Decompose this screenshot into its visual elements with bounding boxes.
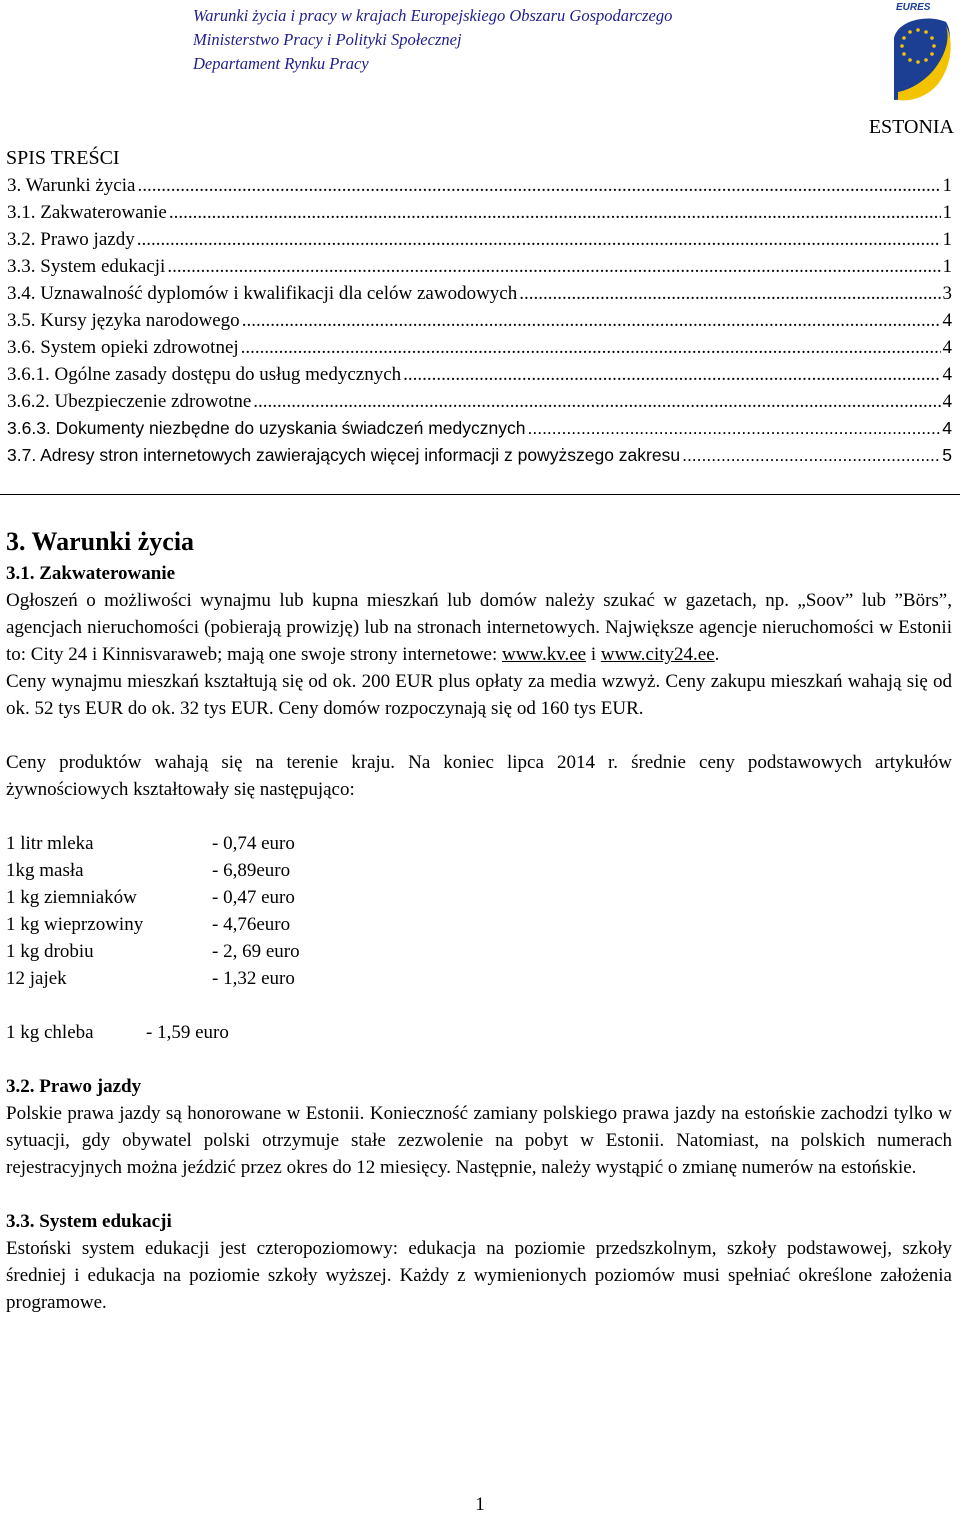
header-line-2: Ministerstwo Pracy i Polityki Społecznej <box>193 30 462 49</box>
toc-item-page: 4 <box>942 364 952 385</box>
header-line-1: Warunki życia i pracy w krajach Europejskiego Obszaru Gospodarczego <box>193 6 673 25</box>
toc-leader <box>137 226 941 253</box>
eures-logo <box>888 0 958 106</box>
toc-item[interactable] <box>6 361 952 388</box>
toc-item-text: 3.1. Zakwaterowanie <box>7 202 167 223</box>
section-3-3-paragraph-1: Estoński system edukacji jest czteropoziomowy: edukacja na poziomie przedszkolnym, szkoły podstawowej, szkoły średniej i edukacja na poziomie szkoły wyższej. Każdy z wymienionych poziomów musi spełniać określone założenia programowe. <box>6 1238 952 1313</box>
section-3-1-paragraph-1 <box>6 587 952 668</box>
toc-item-text: 3.4. Uznawalność dyplomów i kwalifikacji dla celów zawodowych <box>7 283 518 304</box>
price-item: 1kg masła <box>6 860 84 881</box>
toc-item-text: 3.6.1. Ogólne zasady dostępu do usług medycznych <box>7 364 402 385</box>
toc-item-text: 3.6.3. Dokumenty niezbędne do uzyskania świadczeń medycznych <box>7 418 526 438</box>
toc-item[interactable] <box>6 388 952 415</box>
toc-item-page: 1 <box>942 202 952 223</box>
toc-item-page: 3 <box>942 283 952 304</box>
country-label: ESTONIA <box>868 116 954 138</box>
price-value: - 4,76euro <box>212 914 291 935</box>
main-content <box>6 524 952 1316</box>
section-3-1-title: 3.1. Zakwaterowanie <box>6 563 176 584</box>
price-row <box>6 938 952 965</box>
toc-item[interactable] <box>6 307 952 334</box>
table-of-contents <box>6 144 952 469</box>
and-text: i <box>590 644 597 665</box>
price-item: 1 litr mleka <box>6 833 94 854</box>
price-value: - 6,89euro <box>212 860 291 881</box>
toc-leader <box>527 415 940 442</box>
price-item: 1 kg wieprzowiny <box>6 914 144 935</box>
toc-item-text: 3.7. Adresy stron internetowych zawierających więcej informacji z powyższego zakresu <box>7 445 681 465</box>
price-row <box>6 884 952 911</box>
toc-item-text: 3.5. Kursy języka narodowego <box>7 310 240 331</box>
toc-item[interactable] <box>6 199 952 226</box>
price-row-bread <box>6 1019 952 1046</box>
price-row <box>6 911 952 938</box>
price-value: - 0,47 euro <box>212 887 295 908</box>
section-3-title: 3. Warunki życia <box>6 527 195 556</box>
toc-leader <box>169 199 941 226</box>
link-kv-ee[interactable]: www.kv.ee <box>502 644 587 665</box>
toc-item[interactable] <box>6 280 952 307</box>
toc-item-text: 3.3. System edukacji <box>7 256 166 277</box>
toc-item-page: 1 <box>942 229 952 250</box>
period-text: . <box>714 644 720 665</box>
link-city24-ee[interactable]: www.city24.ee <box>600 644 715 665</box>
toc-item[interactable] <box>6 253 952 280</box>
price-item: 1 kg ziemniaków <box>6 887 137 908</box>
section-3-1-paragraph-3: Ceny produktów wahają się na terenie kraju. Na koniec lipca 2014 r. średnie ceny podstawowych artykułów żywnościowych kształtowały się następująco: <box>6 752 952 800</box>
toc-item-page: 1 <box>942 175 952 196</box>
price-row <box>6 857 952 884</box>
logo-text: EURES <box>896 2 931 13</box>
toc-item[interactable] <box>6 334 952 361</box>
toc-item[interactable] <box>6 172 952 199</box>
header-line-3: Departament Rynku Pracy <box>193 54 369 73</box>
toc-item-text: 3.2. Prawo jazdy <box>7 229 135 250</box>
toc-item-text: 3. Warunki życia <box>7 175 136 196</box>
price-item: 1 kg chleba <box>6 1022 94 1043</box>
section-3-2-paragraph-1: Polskie prawa jazdy są honorowane w Estonii. Konieczność zamiany polskiego prawa jazdy na estońskie zachodzi tylko w sytuacji, gdy obywatel polski otrzymuje stałe zezwolenie na pobyt w Estonii. Natomiast, na polskich numerach rejestracyjnych można jeździć przez okres do 12 miesięcy. Następnie, należy wystąpić o zmianę numerów na estońskie. <box>6 1103 952 1178</box>
toc-item-text: 3.6.2. Ubezpieczenie zdrowotne <box>7 391 252 412</box>
section-3-2-title: 3.2. Prawo jazdy <box>6 1076 142 1097</box>
price-value: - 1,32 euro <box>212 968 295 989</box>
toc-leader <box>137 172 940 199</box>
toc-item-text: 3.6. System opieki zdrowotnej <box>7 337 239 358</box>
price-value: - 1,59 euro <box>146 1022 229 1043</box>
page-number: 1 <box>475 1494 485 1515</box>
toc-leader <box>242 307 941 334</box>
toc-leader <box>682 442 940 469</box>
price-item: 1 kg drobiu <box>6 941 94 962</box>
paragraph-text: Ogłoszeń o możliwości wynajmu lub kupna mieszkań lub domów należy szukać w gazetach, np. „Soov” lub ”Börs”, agencjach nieruchomości (pobierają prowizję) lub na stronach internetowych. Największe agencje nieruchomości w Estonii to: City 24 i Kinnisvaraweb; mają one swoje strony internetowe: <box>6 590 952 665</box>
price-row <box>6 965 952 992</box>
toc-item-page: 4 <box>942 337 952 358</box>
toc-leader <box>241 334 941 361</box>
toc-item-page: 4 <box>942 391 952 412</box>
price-value: - 2, 69 euro <box>212 941 300 962</box>
section-3-1-paragraph-2: Ceny wynajmu mieszkań kształtują się od ok. 200 EUR plus opłaty za media wzwyż. Ceny zakupu mieszkań wahają się od ok. 52 tys EUR do ok. 32 tys EUR. Ceny domów rozpoczynają się od 160 tys EUR. <box>6 671 952 719</box>
price-list <box>6 830 952 1046</box>
toc-title: SPIS TREŚCI <box>6 147 120 169</box>
toc-leader <box>253 388 940 415</box>
document-header <box>193 4 833 76</box>
toc-item-page: 4 <box>942 310 952 331</box>
section-3-3-title: 3.3. System edukacji <box>6 1211 172 1232</box>
toc-item[interactable] <box>6 442 952 469</box>
toc-item-page: 1 <box>942 256 952 277</box>
toc-leader <box>519 280 940 307</box>
toc-item-page: 5 <box>942 445 952 465</box>
toc-item-page: 4 <box>942 418 952 438</box>
toc-item[interactable] <box>6 226 952 253</box>
price-value: - 0,74 euro <box>212 833 295 854</box>
toc-leader <box>167 253 940 280</box>
price-item: 12 jajek <box>6 968 67 989</box>
toc-item[interactable] <box>6 415 952 442</box>
horizontal-rule <box>0 494 960 495</box>
toc-leader <box>403 361 940 388</box>
price-row <box>6 830 952 857</box>
